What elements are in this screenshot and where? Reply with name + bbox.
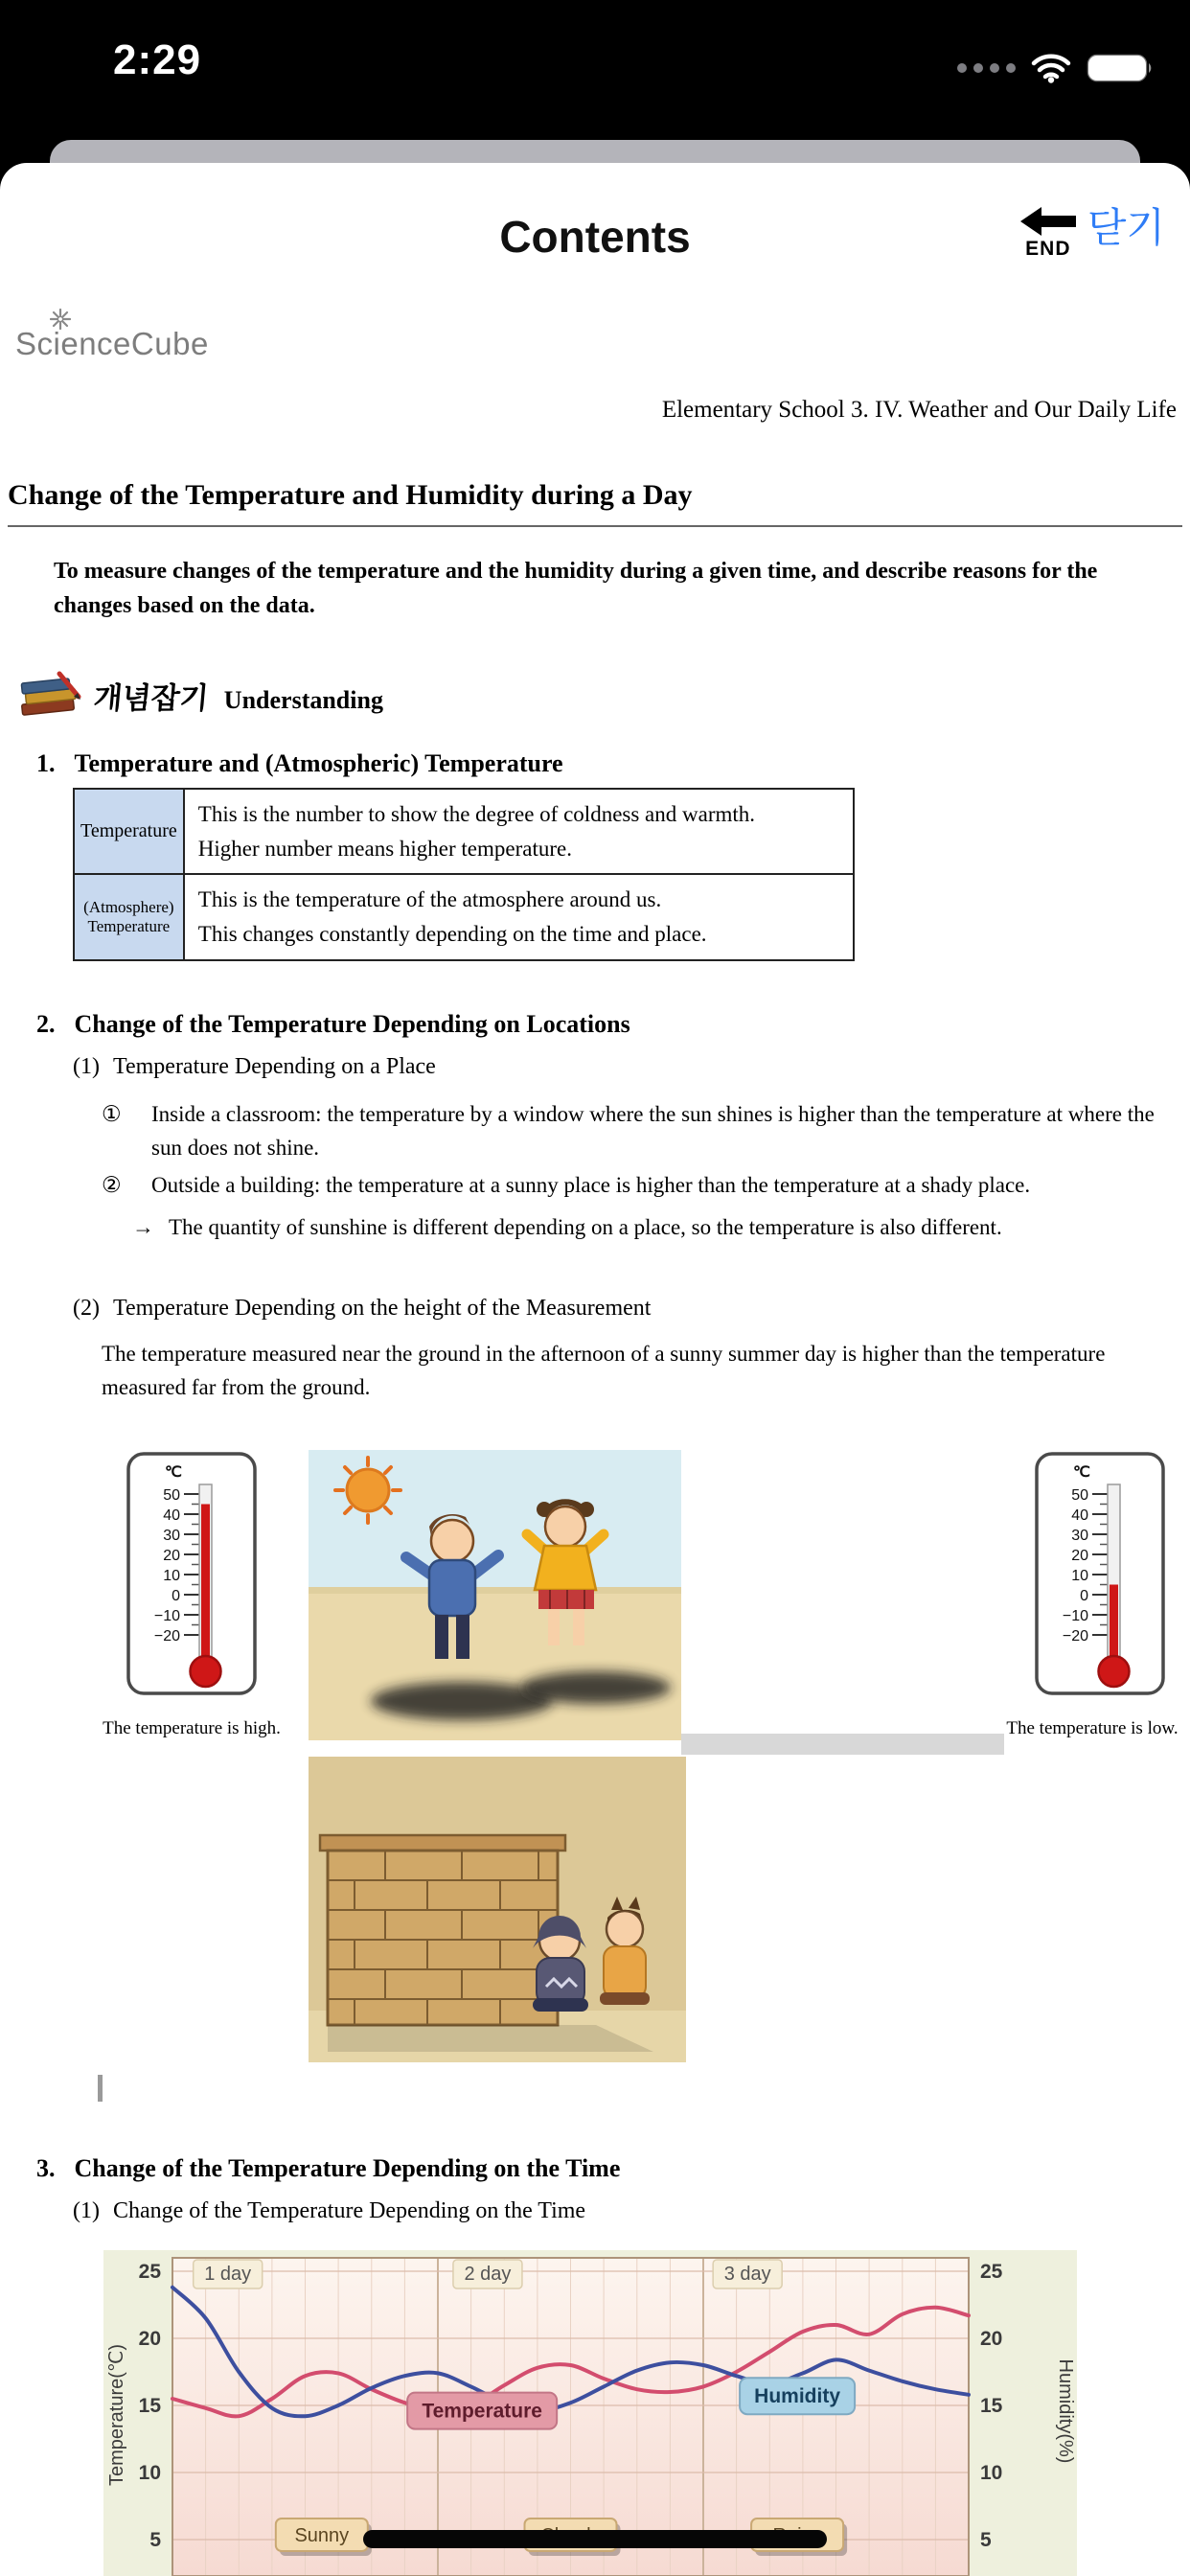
understanding-header [17,669,383,717]
section-3-number: 3. [36,2154,56,2182]
section-3-heading [36,2154,620,2183]
svg-text:30: 30 [163,1528,180,1544]
svg-text:−10: −10 [153,1608,180,1624]
brick-wall [320,1835,565,2025]
temperature-humidity-chart [103,2250,1077,2576]
definition-cell [184,874,854,959]
svg-text:Sunny: Sunny [294,2525,350,2546]
battery-icon [1087,52,1156,84]
svg-text:20: 20 [1071,1548,1088,1564]
svg-text:15: 15 [138,2395,161,2417]
section-1-heading [36,749,563,778]
svg-text:0: 0 [1080,1588,1088,1604]
content-divider-bar [681,1734,1004,1755]
svg-text:1 day: 1 day [204,2264,252,2285]
item-marker: ② [102,1173,122,1197]
course-subtitle: Elementary School 3. IV. Weather and Our Daily Life [661,397,1177,423]
list-item [102,1169,1177,1203]
term-cell: Temperature [74,789,184,874]
section-3-title: Change of the Temperature Depending on the Time [74,2154,621,2182]
item-text: Inside a classroom: the temperature by a window where the sun shines is higher than the temperature at where the sun does not shine. [151,1102,1155,1160]
item-marker: ① [102,1102,122,1126]
doc-title: Change of the Temperature and Humidity during a Day [8,479,1182,527]
svg-text:Temperature(℃): Temperature(℃) [106,2343,127,2487]
arrow-note [132,1211,1180,1245]
list-item [102,1098,1177,1164]
thermometer-high-caption: The temperature is high. [103,1718,281,1738]
logo-text: ScienceCube [15,326,209,361]
subsection-title: Change of the Temperature Depending on the Time [112,2198,586,2223]
figures-row [0,1450,1190,2111]
table-row [74,874,854,959]
subsection-number: (1) [73,2198,100,2223]
svg-text:20: 20 [980,2328,1003,2350]
arrow-text: The quantity of sunshine is different depending on a place, so the temperature is also different. [169,1215,1002,1239]
close-button[interactable] [1020,207,1165,261]
subsection-number: (2) [73,1296,100,1321]
svg-text:−20: −20 [153,1628,180,1644]
page-title: Contents [499,212,691,262]
item-text: Outside a building: the temperature at a sunny place is higher than the temperature at a shady place. [151,1173,1031,1197]
svg-text:10: 10 [163,1568,180,1584]
subsection-number: (1) [73,1054,100,1079]
section-2-heading [36,1010,630,1039]
section-1-number: 1. [36,749,56,777]
wifi-icon [1031,53,1071,83]
svg-text:30: 30 [1071,1528,1088,1544]
svg-text:20: 20 [163,1548,180,1564]
subsection-title: Temperature Depending on a Place [112,1054,436,1079]
definition-line: This is the temperature of the atmosphere around us. [197,887,662,912]
definition-line: This changes constantly depending on the time and place. [197,921,707,946]
svg-text:−20: −20 [1062,1628,1088,1644]
definition-line: Higher number means higher temperature. [197,836,572,861]
table-row [74,789,854,874]
section-2-number: 2. [36,1010,56,1038]
svg-text:10: 10 [980,2462,1003,2484]
svg-text:5: 5 [149,2529,161,2551]
thermometer-high-figure [125,1450,259,1702]
svg-text:10: 10 [1071,1568,1088,1584]
illustration-sunny-place [309,1450,681,1740]
thermometer-low-caption: The temperature is low. [1006,1718,1179,1738]
arrow-marker: → [132,1215,154,1239]
subsection-2-1 [73,1054,436,1080]
svg-text:Humidity(%): Humidity(%) [1055,2358,1076,2464]
logo-flower-icon [50,309,71,330]
svg-text:20: 20 [138,2328,161,2350]
objective-text: To measure changes of the temperature and the humidity during a given time, and describe reasons for the changes based on the data. [54,559,1098,618]
close-label: 닫기 [1087,207,1165,251]
svg-text:Humidity: Humidity [754,2385,841,2408]
svg-text:50: 50 [163,1487,180,1504]
end-label: END [1025,238,1071,260]
subsection-body: The temperature measured near the ground in the afternoon of a sunny summer day is higher than the temperature measured far from the ground. [102,1342,1106,1399]
subsection-2-2 [73,1296,651,1322]
definition-line: This is the number to show the degree of coldness and warmth. [197,802,756,826]
cellular-signal-icon [957,63,1016,73]
svg-text:3 day: 3 day [723,2264,771,2285]
understanding-korean: 개념잡기 [92,681,211,715]
home-indicator[interactable] [363,2530,827,2548]
svg-text:40: 40 [163,1507,180,1524]
thermometer-low-figure [1033,1450,1167,1702]
svg-text:25: 25 [138,2261,161,2283]
status-bar [0,0,1190,144]
svg-text:25: 25 [980,2261,1003,2283]
text-cursor [98,2075,103,2102]
svg-text:5: 5 [980,2529,992,2551]
svg-text:℃: ℃ [165,1464,182,1481]
illustration-shady-place [309,1757,686,2062]
contents-sheet [0,163,1190,2576]
svg-text:15: 15 [980,2395,1003,2417]
understanding-label: Understanding [223,686,383,714]
books-icon [17,669,84,717]
svg-text:50: 50 [1071,1487,1088,1504]
subsection-3-1 [73,2198,585,2224]
definition-table [73,788,855,961]
svg-text:40: 40 [1071,1507,1088,1524]
section-2-title: Change of the Temperature Depending on Locations [74,1010,630,1038]
subsection-title: Temperature Depending on the height of the Measurement [112,1296,652,1321]
svg-text:2 day: 2 day [464,2264,512,2285]
svg-text:℃: ℃ [1073,1464,1090,1481]
term-cell: (Atmosphere) Temperature [74,874,184,959]
definition-cell [184,789,854,874]
clock: 2:29 [113,36,202,83]
end-arrow-group [1020,207,1076,261]
section-1-title: Temperature and (Atmospheric) Temperature [74,749,563,777]
back-arrow-icon [1020,207,1076,237]
svg-text:10: 10 [138,2462,161,2484]
status-icons [957,52,1156,84]
sciencecube-logo [15,309,209,362]
svg-text:0: 0 [172,1588,180,1604]
svg-text:Temperature: Temperature [422,2400,542,2423]
svg-text:−10: −10 [1062,1608,1088,1624]
